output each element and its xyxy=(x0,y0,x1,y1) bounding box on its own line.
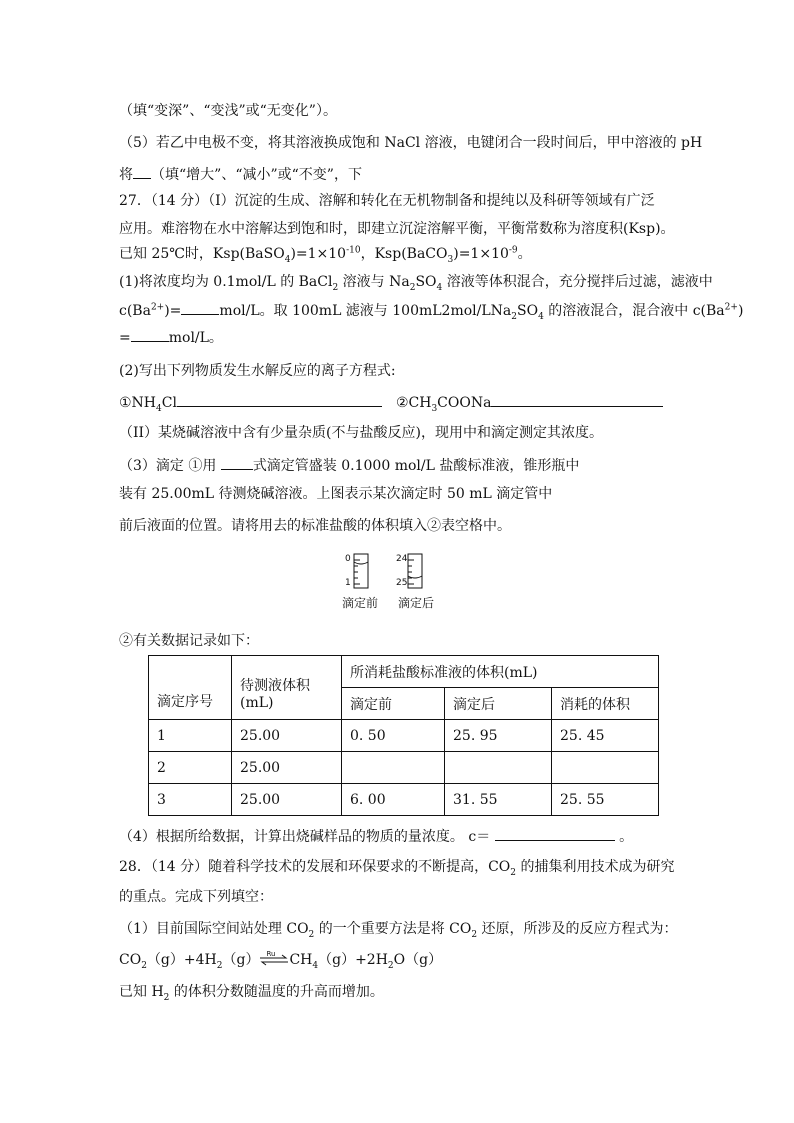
answer-blank[interactable] xyxy=(181,300,219,315)
answer-blank[interactable] xyxy=(491,392,663,407)
before-caption: 滴定前 xyxy=(342,596,379,610)
reaction-equation: $CO_2(g)+4H_2(g)$ Ru $CH_4(g)+2H_2O(g)$ xyxy=(119,951,442,969)
table-header: 滴定序号 xyxy=(149,656,232,720)
text-line: 装有 25.00mL 待测烧碱溶液。上图表示某次滴定时 50 mL 滴定管中 xyxy=(119,486,553,502)
table-cell[interactable] xyxy=(552,752,659,784)
table-cell: 25.00 xyxy=(232,752,342,784)
text-line: 应用。难溶物在水中溶解达到饱和时，即建立沉淀溶解平衡，平衡常数称为溶度积(Ksp)。 xyxy=(119,221,675,237)
table-cell: 25.00 xyxy=(232,720,342,752)
table-header: 滴定后 xyxy=(445,688,552,720)
table-cell[interactable] xyxy=(342,752,445,784)
text-line: （4）根据所给数据，计算出烧碱样品的物质的量浓度。 c＝ 。 xyxy=(119,826,633,846)
catalyst-label: Ru xyxy=(266,950,276,958)
question-28-intro: 28．（14 分）随着科学技术的发展和环保要求的不断提高，$CO_2$ 的捕集利用技术成为研究 xyxy=(119,859,675,878)
table-cell: 25. 55 xyxy=(552,784,659,816)
table-cell: 0. 50 xyxy=(342,720,445,752)
text-line: 已知 25℃时，$Ksp(BaSO_4)=1\times 10^{-10}$，$Ksp(BaCO_3)=1\times 10^{-9}$。 xyxy=(119,245,532,265)
burette-drawing xyxy=(342,552,442,592)
table-cell: 2 xyxy=(149,752,232,784)
table-row xyxy=(149,784,659,816)
table-header: 滴定前 xyxy=(342,688,445,720)
text-line: 的重点。完成下列填空： xyxy=(119,889,273,905)
table-cell: 3 xyxy=(149,784,232,816)
table-group-header: 所消耗盐酸标准液的体积(mL) xyxy=(342,656,659,688)
question-27-intro: 27．（14 分）（Ⅰ）沉淀的生成、溶解和转化在无机物制备和提纯以及科研等领域有广泛 xyxy=(119,193,655,209)
table-cell: 25.00 xyxy=(232,784,342,816)
table-cell: 1 xyxy=(149,720,232,752)
table-cell: 31. 55 xyxy=(445,784,552,816)
burette-figure xyxy=(342,552,442,612)
text-line: （5）若乙中电极不变，将其溶液换成饱和 NaCl 溶液，电键闭合一段时间后，甲中溶液的 pH xyxy=(119,135,703,151)
table-header: 待测液体积(mL) xyxy=(232,656,342,720)
text-line: 将 （填“增大”、“减小”或“不变”，下 xyxy=(119,164,362,184)
table-cell: 25. 95 xyxy=(445,720,552,752)
text-line: ②有关数据记录如下： xyxy=(119,633,259,649)
text-line: 前后液面的位置。请将用去的标准盐酸的体积填入②表空格中。 xyxy=(119,518,511,534)
text-line: （3）滴定 ①用 式滴定管盛装 0.1000 mol/L 盐酸标准液，锥形瓶中 xyxy=(119,455,579,475)
titration-table xyxy=(148,655,659,816)
answer-blank[interactable] xyxy=(131,327,169,342)
text-line: （1）目前国际空间站处理 $CO_2$ 的一个重要方法是将 $CO_2$ 还原，所涉及的反应方程式为： xyxy=(119,921,678,940)
table-row xyxy=(149,752,659,784)
table-cell: 25. 45 xyxy=(552,720,659,752)
text-line: $c(Ba^{2+})= mol/L$。取 100mL 滤液与 $100mL2mol/LNa_2SO_4$ 的溶液混合，混合液中 $c(Ba^{2+})$ xyxy=(119,300,743,320)
answer-blank[interactable] xyxy=(133,164,151,179)
table-header: 消耗的体积 xyxy=(552,688,659,720)
text-line: $①NH_4Cl$ $②CH_3COONa$ xyxy=(119,392,663,412)
text-line: = mol/L。 xyxy=(119,327,223,347)
table-cell[interactable] xyxy=(445,752,552,784)
answer-blank[interactable] xyxy=(177,392,382,407)
scale-label: 0 xyxy=(345,554,351,564)
text-line: （填“变深”、“变浅”或“无变化”）。 xyxy=(119,103,337,119)
scale-label: 25 xyxy=(396,578,408,588)
equilibrium-arrow xyxy=(259,950,289,967)
text-line: (2)写出下列物质发生水解反应的离子方程式: xyxy=(119,363,396,379)
answer-blank[interactable] xyxy=(221,455,253,470)
after-caption: 滴定后 xyxy=(398,596,435,610)
scale-label: 1 xyxy=(345,578,351,588)
text-line: 已知 $H_2$ 的体积分数随温度的升高而增加。 xyxy=(119,984,384,1003)
scale-label: 24 xyxy=(396,554,408,564)
text-line: （II）某烧碱溶液中含有少量杂质(不与盐酸反应)，现用中和滴定测定其浓度。 xyxy=(119,425,603,441)
answer-blank[interactable] xyxy=(495,826,615,841)
text-line: (1)将浓度均为 0.1mol/L 的 BaCl$_2$ 溶液与 $Na_2SO_4$ 溶液等体积混合，充分搅拌后过滤，滤液中 xyxy=(119,274,713,293)
table-row xyxy=(149,720,659,752)
table-cell: 6. 00 xyxy=(342,784,445,816)
